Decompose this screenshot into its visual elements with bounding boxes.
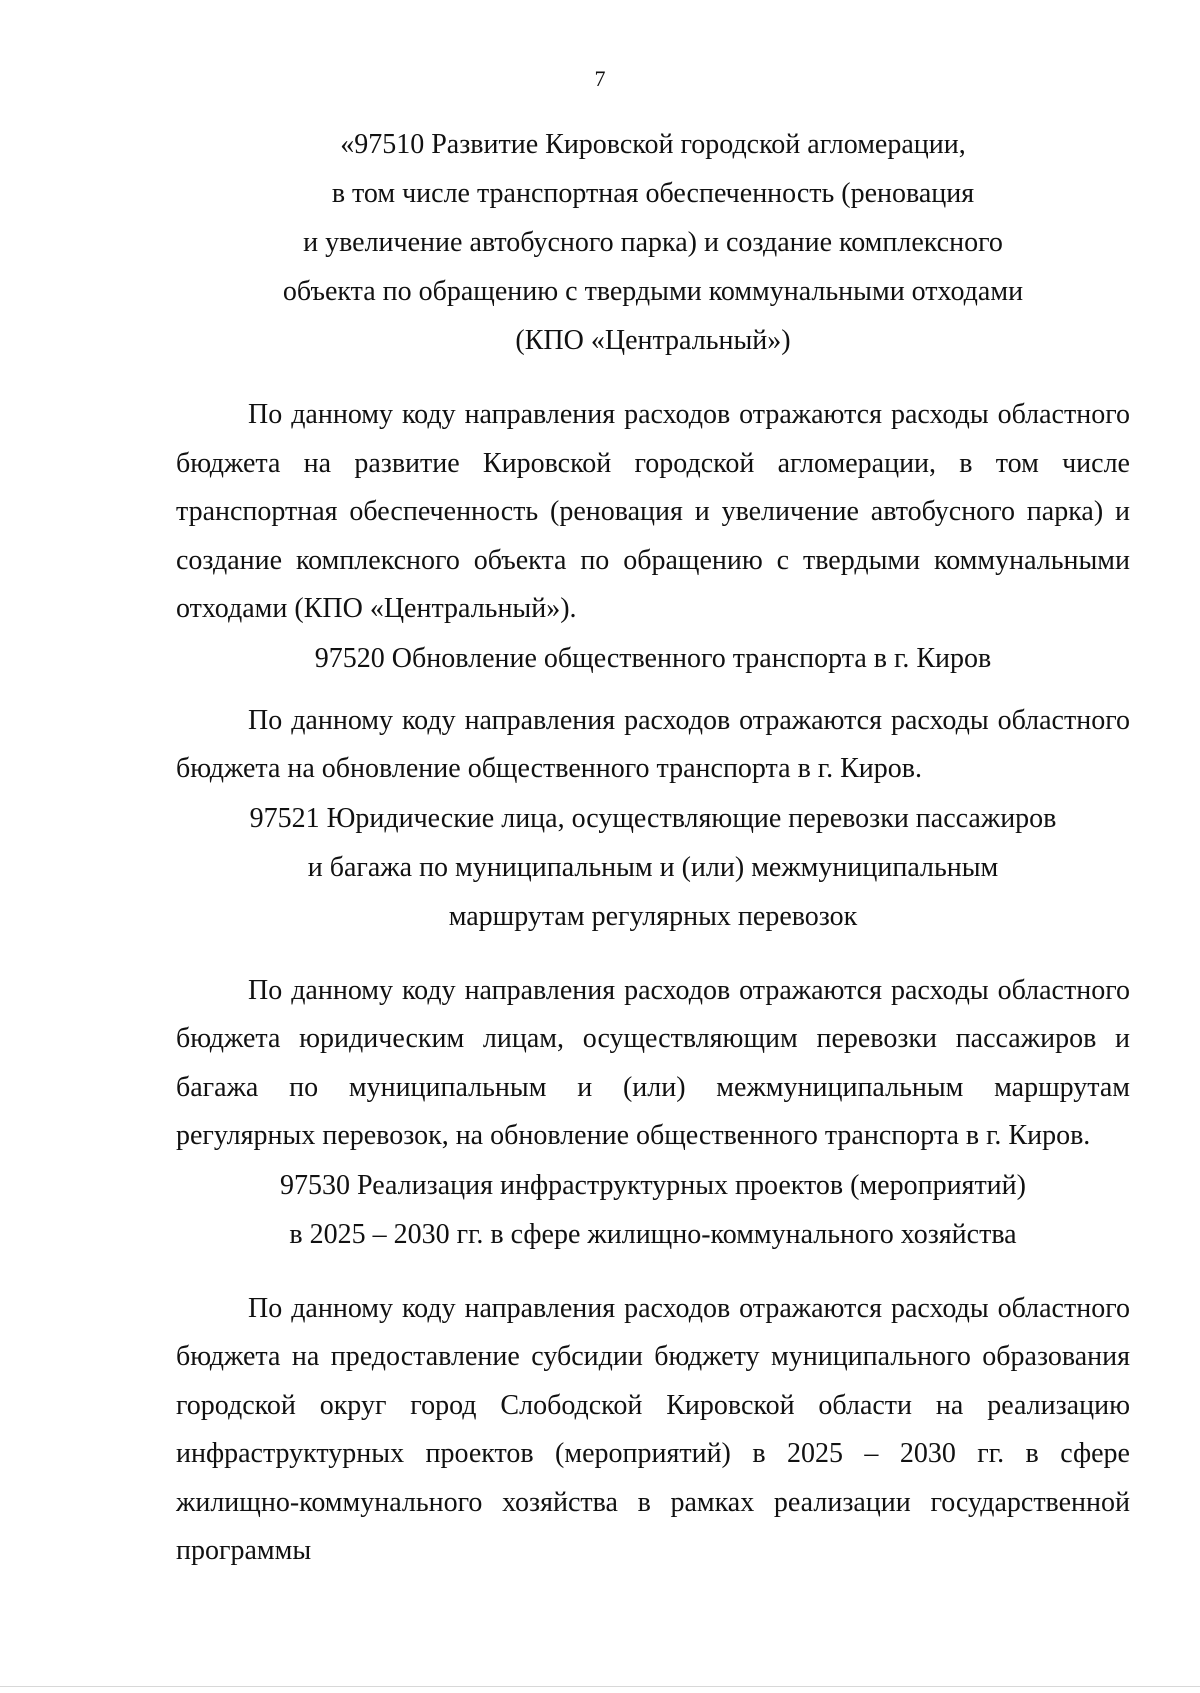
section-97530: [176, 1161, 1130, 1576]
section-paragraph: По данному коду направления расходов отражаются расходы областного бюджета на предоставление субсидии бюджету муниципального образования городской округ город Слободской Кировской области на реализацию инфраструктурных проектов (мероприятий) в 2025 – 2030 гг. в сфере жилищно-коммунального хозяйства в рамках реализации государственной программы: [176, 1292, 1130, 1566]
heading-line: в том числе транспортная обеспеченность (реновация: [331, 178, 975, 209]
section-paragraph: По данному коду направления расходов отражаются расходы областного бюджета на обновление общественного транспорта в г. Киров.: [176, 704, 1130, 784]
section-heading: [176, 794, 1130, 941]
heading-line: (КПО «Центральный»): [515, 325, 791, 356]
heading-line: 97530 Реализация инфраструктурных проектов (мероприятий): [280, 1169, 1026, 1201]
section-heading: [176, 120, 1130, 365]
heading-line: «97510 Развитие Кировской городской агломерации,: [340, 129, 966, 160]
heading-line: в 2025 – 2030 гг. в сфере жилищно-коммунального хозяйства: [289, 1218, 1017, 1250]
section-paragraph: По данному коду направления расходов отражаются расходы областного бюджета на развитие Кировской городской агломерации, в том числе транспортная обеспеченность (реновация и увеличение автобусного парка) и создание комплексного объекта по обращению с твердыми коммунальными отходами (КПО «Центральный»).: [176, 399, 1130, 624]
spacer: [176, 365, 1130, 391]
heading-line: и увеличение автобусного парка) и создание комплексного: [303, 227, 1003, 258]
section-97510: [176, 120, 1130, 634]
section-paragraph: По данному коду направления расходов отражаются расходы областного бюджета юридическим лицам, осуществляющим перевозки пассажиров и багажа по муниципальным и (или) межмуниципальным маршрутам регулярных перевозок, на обновление общественного транспорта в г. Киров.: [176, 974, 1130, 1151]
document-body: [176, 120, 1130, 1576]
heading-line: и багажа по муниципальным и (или) межмуниципальным: [307, 851, 999, 883]
page-bottom-edge: [0, 1686, 1200, 1687]
section-heading: [176, 634, 1130, 683]
heading-line: маршрутам регулярных перевозок: [448, 900, 858, 932]
spacer: [176, 1259, 1130, 1285]
section-97520: [176, 634, 1130, 794]
heading-line: объекта по обращению с твердыми коммунальными отходами: [282, 276, 1024, 307]
section-97521: [176, 794, 1130, 1161]
spacer: [176, 683, 1130, 697]
section-heading: [176, 1161, 1130, 1259]
page-number: 7: [594, 66, 606, 91]
heading-line: 97520 Обновление общественного транспорта в г. Киров: [314, 642, 992, 674]
heading-line: 97521 Юридические лица, осуществляющие перевозки пассажиров: [249, 802, 1057, 834]
spacer: [176, 941, 1130, 967]
